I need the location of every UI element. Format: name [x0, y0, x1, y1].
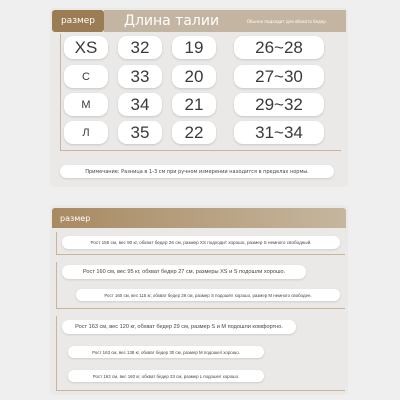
second-measure-value: 21: [172, 93, 216, 116]
size-label: M: [64, 93, 108, 116]
waist-length-value: 33: [118, 65, 162, 88]
review-item: Рост 160 см, вес 115 кг, обхват бедер 28 см, размер S подошёл хорошо, размер M немного свободен.: [76, 289, 340, 301]
size-reviews-header-bar: [52, 208, 346, 228]
size-label: Л: [64, 121, 108, 144]
second-measure-value: 20: [172, 65, 216, 88]
hip-range-value: 31~34: [234, 121, 324, 144]
hip-range-value: 27~30: [234, 65, 324, 88]
review-item: Рост 163 см, вес 160 кг, обхват бедер 33 см, размер L подошел хорошо.: [68, 370, 264, 382]
second-measure-value: 22: [172, 121, 216, 144]
review-item: Рост 155 см, вес 90 кг, обхват бедер 26 см, размер XS подходит хорошо, размер S немного свободный.: [62, 236, 340, 249]
size-chart-hint: Обычно подходит для обхвата бедер.: [246, 18, 328, 24]
size-chart-title: Длина талии: [124, 13, 220, 29]
waist-length-value: 34: [118, 93, 162, 116]
review-item: Рост 163 см, вес 138 кг, обхват бедер 30 см, размер M подошел хорошо.: [68, 346, 264, 358]
hip-range-value: 26~28: [234, 36, 324, 59]
size-column-header: размер: [52, 10, 104, 32]
size-reviews-title: размер: [60, 213, 91, 223]
hip-range-value: 29~32: [234, 93, 324, 116]
waist-length-value: 32: [118, 36, 162, 59]
waist-length-value: 35: [118, 121, 162, 144]
review-item: Рост 160 см, вес 95 кг, обхват бедер 27 см, размеры XS и S подошли хорошо.: [62, 265, 306, 279]
second-measure-value: 19: [172, 36, 216, 59]
measurement-note: Примечание: Разница в 1-3 см при ручном измерении находится в пределах нормы.: [60, 165, 334, 178]
size-label: C: [64, 65, 108, 88]
size-label: XS: [64, 36, 108, 59]
review-item: Рост 163 см, вес 120 кг, обхват бедер 29 см, размер S и M подошли комфортно.: [62, 320, 296, 334]
